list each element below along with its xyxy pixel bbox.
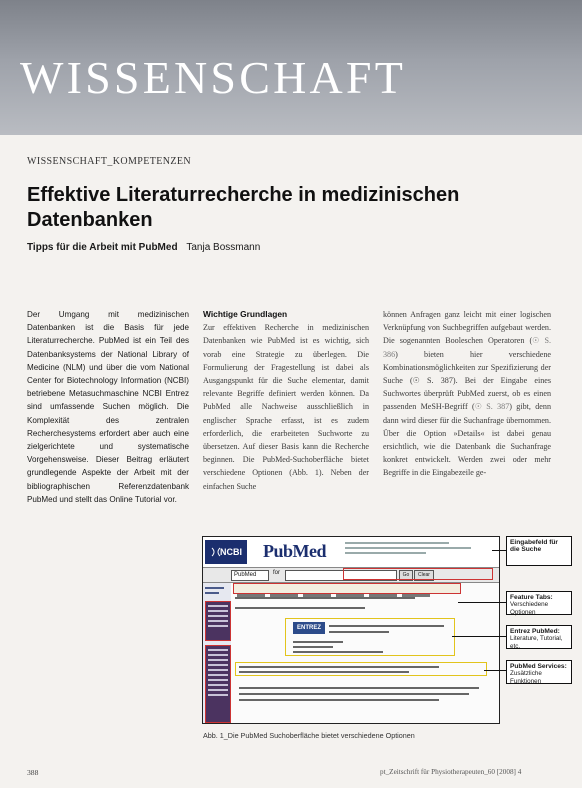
pubmed-screenshot [202,536,500,724]
content-line [239,671,409,673]
feature-tabs[interactable] [233,583,461,594]
for-label: for [273,570,281,576]
page-reference: ☉ S. 387 [474,402,510,412]
callout-title: Feature Tabs: [510,594,553,601]
header-links [345,542,493,557]
body-paragraph: Zur effektiven Recherche in medizinischen Datenbanken wie PubMed ist es wichtig, sich vorab eine Strategie zu überlegen. Die Formulierung der Fragestellung ist dabei als Ausgangspunkt für die Suche elementar, damit relevante Begriffe definiert werden können. Da PubMed alle Nachweise ausschließlich in englischer Sprache erfasst, ist es zudem erforderlich, die erarbeiteten Suchworte zu übersetzen. Auf dieser Basis kann die Recherche beginnen. Die PubMed-Suchoberfläche bietet verschiedene Optionen (Abb. 1). Neben der einfachen Suche [203,323,369,491]
services-highlight-box [235,662,487,676]
pubmed-logo: PubMed [263,541,327,561]
section-heading: Wichtige Grundlagen [203,309,288,319]
content-line [239,687,479,689]
callout-leader [492,550,506,551]
pubmed-header [203,537,499,567]
entrez-logo: ENTREZ [293,622,325,634]
content-line [239,699,439,701]
body-column-3 [383,308,551,480]
callout-leader [484,670,506,671]
callout-title: Eingabefeld für die Suche [510,539,558,554]
article-subhead [27,242,260,253]
section-kicker: WISSENSCHAFT_KOMPETENZEN [27,156,192,167]
clear-button[interactable]: Clear [414,570,434,581]
search-bar [203,567,499,583]
col3-text-c: ) gibt, denn dann wird dieser für die Suchanfrage übernommen. Über die Option »Details« ist dabei genau ersichtlich, wie die Datenbank die Suchanfrage konkret entwickelt. Werden zwei oder mehr Begriffe in die Eingabezeile ge- [383,402,551,478]
content-line [239,693,469,695]
content-line [329,625,444,627]
entrez-sidebar-block[interactable] [205,601,231,641]
lead-paragraph: Der Umgang mit medizinischen Datenbanken ist die Basis für jede Literaturrecherche. PubMed ist ein Teil des Datenbanksystems der National Library of Medicine (NLM) und über die vom National Center for Biotechnology Information (NCBI) betriebene Metasuchmaschine NCBI Entrez sind umfassende Suchen möglich. Die Komplexität des zentralen Recherchesystems erfordert aber auch eine zielgerichtete und systematische Vorgehensweise. Dieser Beitrag erläutert grundlegende Aspekte der Arbeit mit der bibliographischen Referenzdatenbank PubMed und stellt das Online Tutorial vor. [27,310,189,504]
callout-text: Verschiedene Optionen [510,601,549,616]
masthead-title: WISSENSCHAFT [20,52,407,103]
callout-text: Literature, Tutorial, etc. [510,635,563,650]
author-name: Tanja Bossmann [186,242,261,253]
ncbi-logo [205,540,247,564]
content-line [293,641,343,643]
callout-pubmed-services [506,660,572,684]
services-sidebar-block[interactable] [205,645,231,723]
content-line [293,651,383,653]
content-line [235,597,415,599]
content-line [239,666,439,668]
sidebar-links[interactable] [205,587,229,597]
callout-entrez-pubmed [506,625,572,649]
body-column-2 [203,308,369,493]
col3-text-a: können Anfragen ganz leicht mit einer logischen Verknüpfung von Suchbegriffen aufgebaut werden. Die sogenannten Booleschen Operatoren ( [383,310,551,346]
content-line [329,631,389,633]
search-highlight-box [343,568,493,580]
go-button[interactable]: Go [399,570,413,581]
callout-text: Zusätzliche Funktionen [510,670,542,685]
page-number: 388 [27,768,39,777]
callout-feature-tabs [506,591,572,615]
content-line [293,646,333,648]
figure-pubmed-screenshot [202,536,574,726]
callout-leader [458,602,506,603]
body-paragraph-cont [383,308,551,480]
journal-footer: pt_Zeitschrift für Physiotherapeuten_60 [2008] 4 [380,768,522,776]
database-select[interactable]: PubMed [231,570,269,581]
article-headline: Effektive Literaturrecherche in medizinischen Datenbanken [27,184,460,231]
page-reference: ☉ S. 386 [383,336,551,359]
ncbi-label: NCBI [220,547,242,557]
callout-title: PubMed Services: [510,663,567,670]
callout-title: Entrez PubMed: [510,628,560,635]
callout-leader [452,636,506,637]
lead-column [27,308,189,506]
subhead-text: Tipps für die Arbeit mit PubMed [27,242,178,253]
figure-caption: Abb. 1_Die PubMed Suchoberfläche bietet verschiedene Optionen [203,731,415,740]
pubmed-sidebar [203,583,231,723]
content-line [235,607,365,609]
callout-search-field [506,536,572,566]
ncbi-helix-icon [211,547,221,557]
col3-text-b: ) bieten hier verschiedene Kombinationsmöglichkeiten zur Spezifizierung der Suche (☉ S. 387). Bei der Eingabe eines Suchwortes überprüft PubMed zuerst, ob es einen passenden MeSH-Begriff ( [383,349,551,412]
